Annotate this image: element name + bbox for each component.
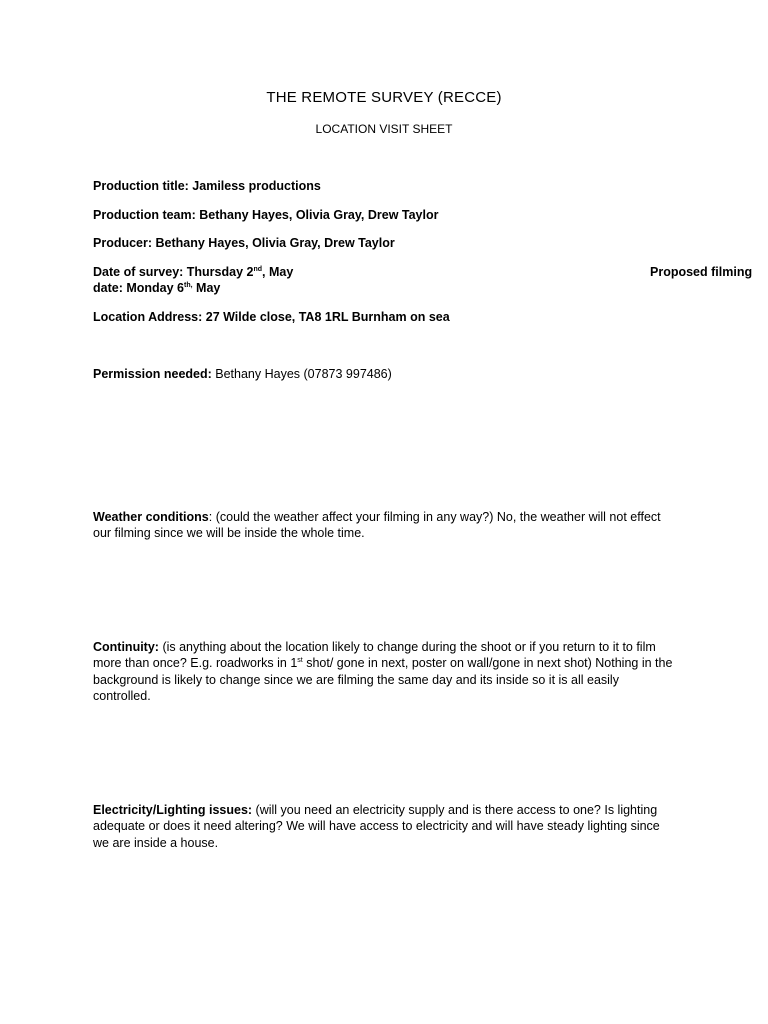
document-title: THE REMOTE SURVEY (RECCE) [266, 89, 502, 106]
electricity-label: Electricity/Lighting issues: [93, 803, 253, 817]
date-of-survey-prefix: Date of survey: Thursday 2 [93, 265, 254, 279]
continuity-section [93, 639, 678, 704]
permission-text: Bethany Hayes (07873 997486) [211, 367, 392, 381]
proposed-filming-label: Proposed filming [650, 265, 753, 279]
production-team-field: Production team: Bethany Hayes, Olivia Gray, Drew Taylor [93, 208, 439, 222]
location-address-field: Location Address: 27 Wilde close, TA8 1RL Burnham on sea [93, 310, 450, 324]
electricity-text: (will you need an electricity supply and is there access to one? Is lighting adequate or does it need altering? We will have access to electricity and will have steady lighting since we are inside a house. [93, 803, 660, 850]
permission-section [93, 366, 678, 382]
date-of-survey-suffix: , May [262, 265, 294, 279]
filming-date-field [93, 280, 678, 296]
document-subtitle: LOCATION VISIT SHEET [315, 122, 453, 136]
producer-field: Producer: Bethany Hayes, Olivia Gray, Drew Taylor [93, 236, 395, 250]
continuity-label: Continuity: [93, 640, 159, 654]
filming-date-prefix: date: Monday 6 [93, 281, 184, 295]
continuity-text: (is anything about the location likely to change during the shoot or if you return to it to film more than once? E.g. roadworks in 1 [93, 640, 656, 671]
date-of-survey-field [93, 264, 753, 280]
production-title-field: Production title: Jamiless productions [93, 179, 321, 193]
date-of-survey-sup: nd [253, 266, 263, 273]
filming-date-sup: th, [184, 282, 193, 289]
permission-label: Permission needed: [93, 367, 212, 381]
continuity-text-cont: shot/ gone in next, poster on wall/gone in next shot) Nothing in the background is likely to change since we are filming the same day and its inside so it is all easily controlled. [93, 656, 673, 703]
continuity-sup: st [297, 657, 303, 665]
weather-text: : (could the weather affect your filming in any way?) No, the weather will not effect our filming since we will be inside the whole time. [93, 510, 661, 541]
electricity-section [93, 802, 678, 851]
filming-date-suffix: May [192, 281, 221, 295]
weather-section [93, 509, 678, 542]
weather-label: Weather conditions [93, 510, 209, 524]
